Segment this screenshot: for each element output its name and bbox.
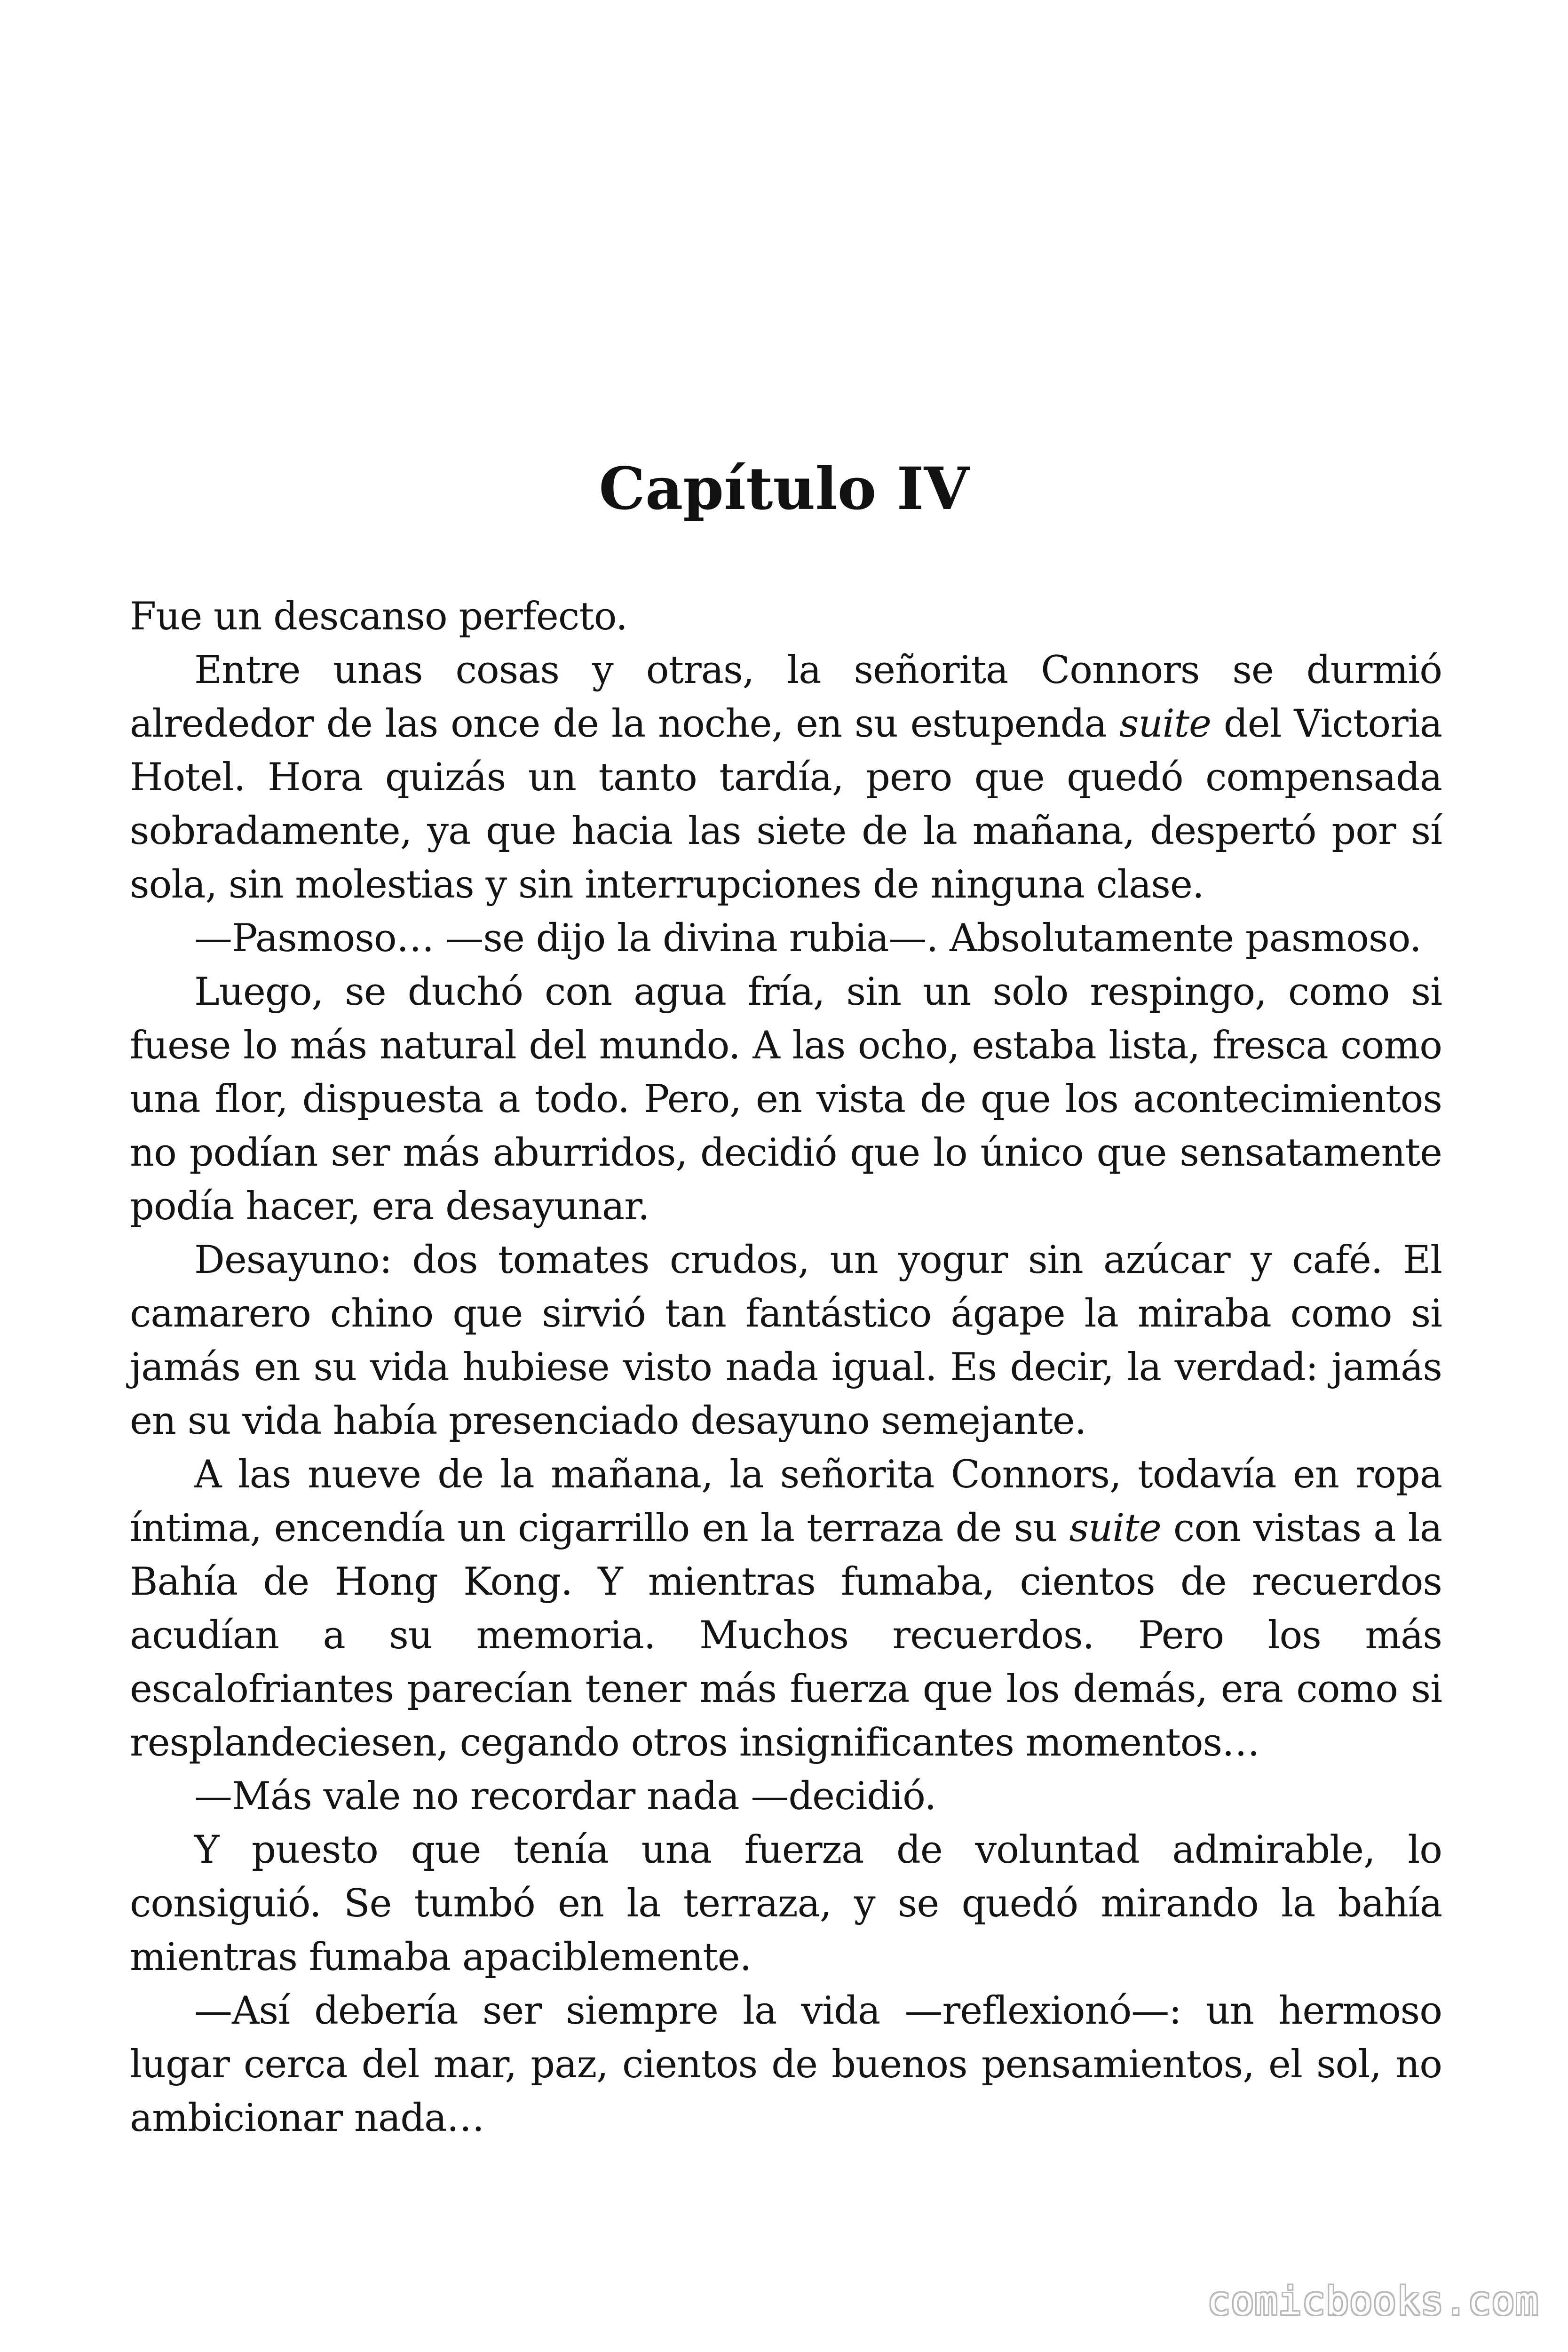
chapter-title: Capítulo IV — [599, 455, 969, 523]
paragraph: —Así debería ser siempre la vida —reflexionó—: un hermoso lugar cerca del mar, paz, cientos de buenos pensamientos, el sol, no ambicionar nada… — [130, 1989, 1442, 2140]
paragraph: A las nueve de la mañana, la señorita Connors, todavía en ropa íntima, encendía un cigarrillo en la terraza de su suite con vistas a la Bahía de Hong Kong. Y mientras fumaba, cientos de recuerdos acudían a su memoria. Muchos recuerdos. Pero los más escalofriantes parecían tener más fuerza que los demás, era como si resplandeciesen, cegando otros insignificantes momentos… — [130, 1453, 1442, 1765]
paragraph: —Pasmoso… —se dijo la divina rubia—. Absolutamente pasmoso. — [194, 916, 1421, 961]
paragraph: Desayuno: dos tomates crudos, un yogur sin azúcar y café. El camarero chino que sirvió tan fantástico ágape la miraba como si jamás en su vida hubiese visto nada igual. Es decir, la verdad: jamás en su vida había presenciado desayuno semejante. — [130, 1238, 1442, 1443]
watermark: comicbooks.com — [1207, 2279, 1539, 2324]
paragraph: Y puesto que tenía una fuerza de voluntad admirable, lo consiguió. Se tumbó en la terraza, y se quedó mirando la bahía mientras fumaba apaciblemente. — [130, 1828, 1442, 1979]
paragraph: —Más vale no recordar nada —decidió. — [194, 1774, 936, 1819]
chapter-body — [130, 590, 1442, 2145]
paragraph: Entre unas cosas y otras, la señorita Connors se durmió alrededor de las once de la noche, en su estupenda suite del Victoria Hotel. Hora quizás un tanto tardía, pero que quedó compensada sobradamente, ya que hacia las siete de la mañana, despertó por sí sola, sin molestias y sin interrupciones de ninguna clase. — [130, 648, 1442, 907]
italic-word: suite — [1119, 702, 1211, 746]
italic-word: suite — [1069, 1506, 1161, 1550]
paragraph: Luego, se duchó con agua fría, sin un solo respingo, como si fuese lo más natural del mundo. A las ocho, estaba lista, fresca como una flor, dispuesta a todo. Pero, en vista de que los acontecimientos no podían ser más aburridos, decidió que lo único que sensatamente podía hacer, era desayunar. — [130, 970, 1442, 1229]
paragraph: Fue un descanso perfecto. — [130, 595, 627, 639]
